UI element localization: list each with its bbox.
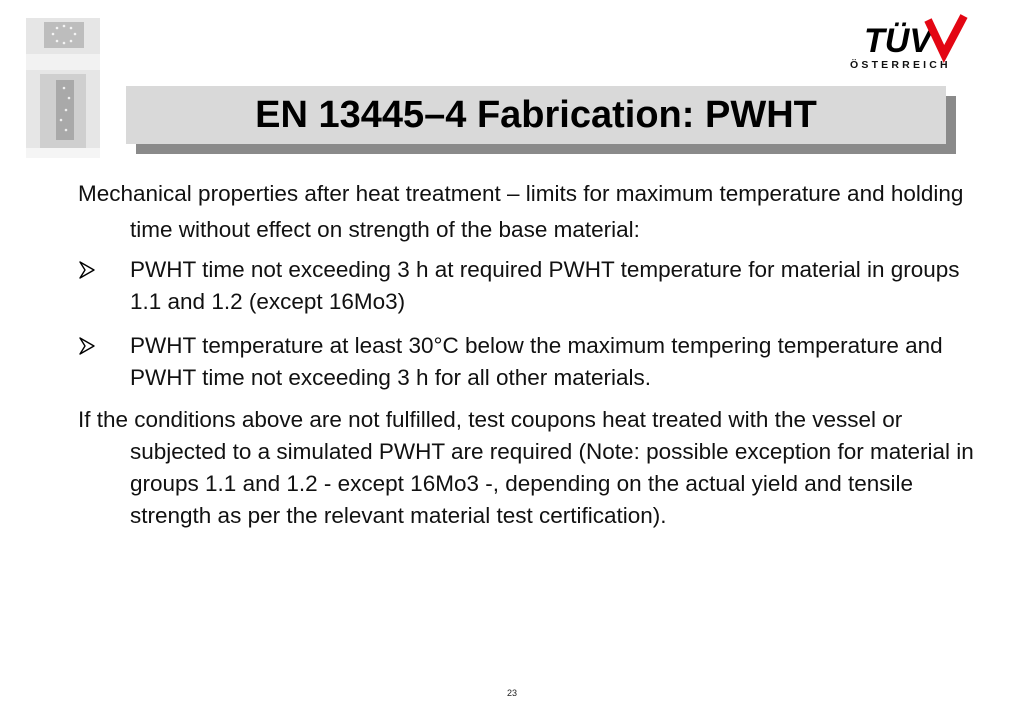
intro-paragraph: Mechanical properties after heat treatment – limits for maximum temperature and holding time without effect on strength of the base material:	[78, 181, 964, 242]
logo-check-mark-icon	[928, 16, 964, 54]
page-number: 23	[506, 688, 517, 698]
arrow-bullet-icon	[78, 337, 96, 355]
arrow-bullet-icon	[78, 261, 96, 279]
bullet-item	[78, 254, 978, 318]
title-banner	[126, 86, 946, 144]
logo-wordmark: TÜV	[864, 22, 932, 60]
bullet-item	[78, 330, 978, 394]
slide-body	[78, 176, 978, 538]
slide-title: EN 13445–4 Fabrication: PWHT	[255, 93, 817, 136]
bullet-text: PWHT time not exceeding 3 h at required PWHT temperature for material in groups 1.1 and 1.2 (except 16Mo3)	[130, 257, 960, 314]
bullet-text: PWHT temperature at least 30°C below the maximum tempering temperature and PWHT time not exceeding 3 h for all other materials.	[130, 333, 943, 390]
closing-paragraph: If the conditions above are not fulfilled, test coupons heat treated with the vessel or subjected to a simulated PWHT are required (Note: possible exception for material in groups 1.1 and 1.2 - except 16Mo3 -, depending on the actual yield and tensile strength as per the relevant material test certification).	[78, 407, 974, 528]
eu-emblem-graphic	[26, 18, 100, 158]
logo-subtext: ÖSTERREICH	[850, 59, 951, 71]
